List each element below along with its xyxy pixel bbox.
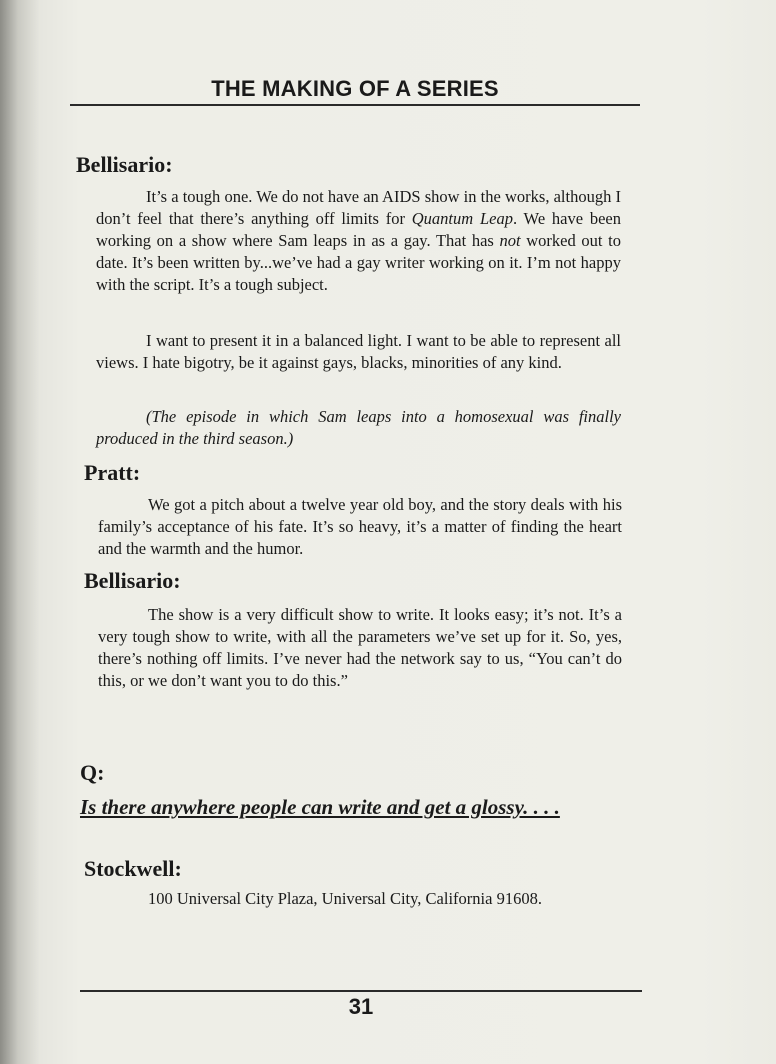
answer-paragraph: 100 Universal City Plaza, Universal City, California 91608. [148,889,542,908]
speaker-label: Stockwell: [84,856,182,881]
question-label: Q: [80,760,105,785]
speaker-label: Pratt: [84,460,141,485]
speaker-label: Bellisario: [76,152,173,177]
editorial-note: (The episode in which Sam leaps into a homosexual was finally produced in the third season.) [96,407,621,448]
body-paragraph: The show is a very difficult show to write. It looks easy; it’s not. It’s a very tough show to write, with all the parameters we’ve set up for it. So, yes, there’s nothing off limits. I’ve never had the network say to us, “You can’t do this, or we don’t want you to do this.” [98,605,622,690]
page-number: 31 [348,994,374,1019]
body-paragraph: I want to present it in a balanced light. I want to be able to represent all views. I hate bigotry, be it against gays, blacks, minorities of any kind. [96,331,621,372]
footer-rule [80,990,642,992]
running-header: THE MAKING OF A SERIES [70,76,640,106]
speaker-label: Bellisario: [84,568,181,593]
body-paragraph: It’s a tough one. We do not have an AIDS show in the works, although I don’t feel that there’s anything off limits for Quantum Leap. We have been working on a show where Sam leaps in as a gay. That has not worked out to date. It’s been written by...we’ve had a gay writer working on it. I’m not happy with the script. It’s a tough subject. [96,187,621,294]
question-text: Is there anywhere people can write and get a glossy. . . . [80,795,560,819]
body-paragraph: We got a pitch about a twelve year old boy, and the story deals with his family’s acceptance of his fate. It’s so heavy, it’s a matter of finding the heart and the warmth and the humor. [98,495,622,558]
